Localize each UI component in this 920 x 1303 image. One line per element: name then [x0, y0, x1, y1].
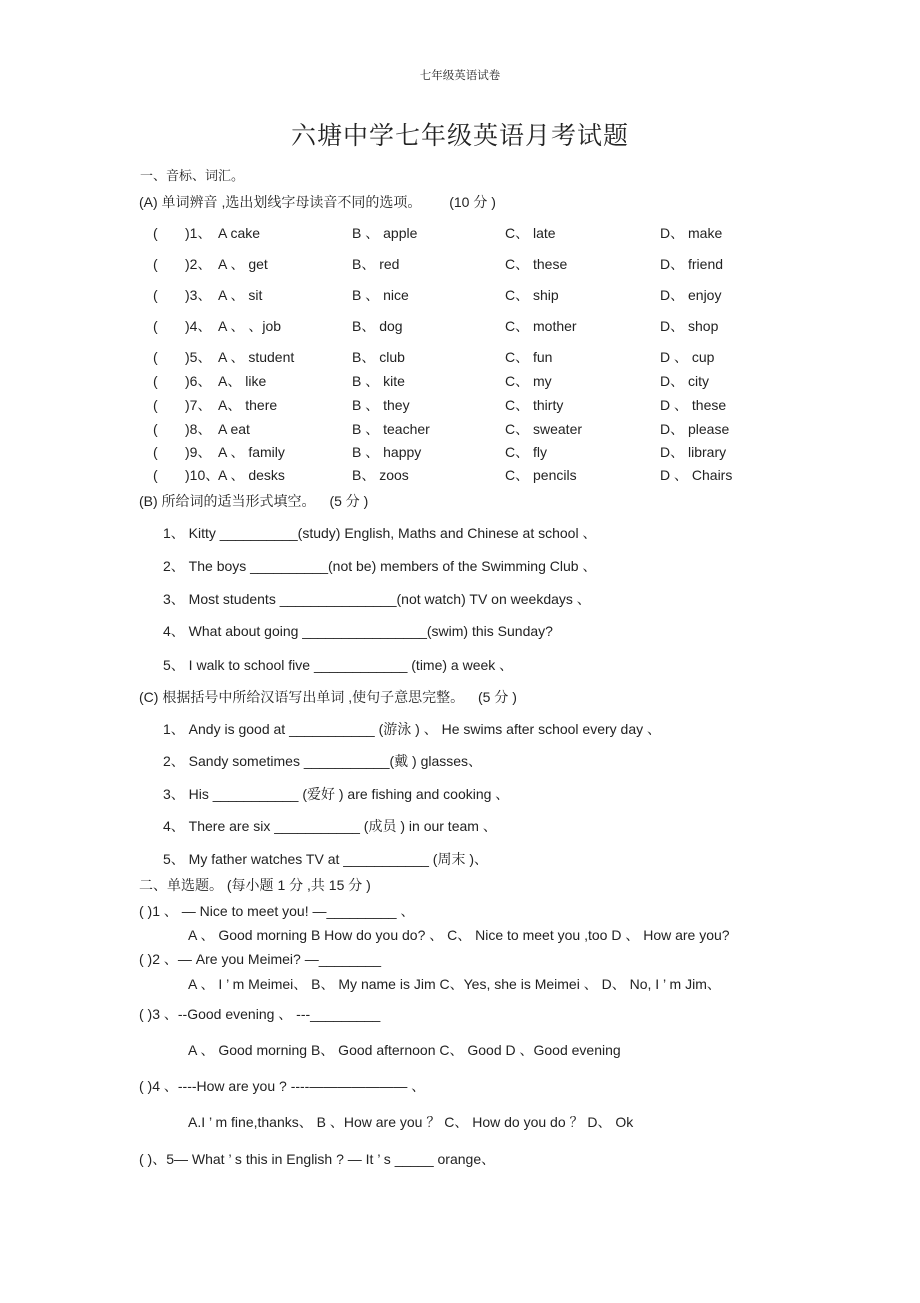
- option-a: A 、 get: [218, 256, 268, 272]
- option-b: B 、 nice: [352, 287, 409, 303]
- answer-paren: (: [153, 467, 158, 483]
- mc-question: ( )1 、 — Nice to meet you! —_________ 、: [139, 903, 415, 919]
- option-a: A 、 desks: [218, 467, 285, 483]
- fill-in-item: 4、 What about going ________________(swim) this Sunday?: [163, 623, 553, 639]
- option-d: D、 enjoy: [660, 287, 722, 303]
- option-c: C、 mother: [505, 318, 577, 334]
- part-a-instruction: (A) 单词辨音 ,选出划线字母读音不同的选项。: [139, 194, 422, 210]
- fill-in-item: 2、 The boys __________(not be) members of the Swimming Club 、: [163, 558, 597, 574]
- part-b-points: (5 分 ): [329, 493, 369, 509]
- part-a-points: (10 分 ): [449, 194, 496, 210]
- part-c-instruction: (C) 根据括号中所给汉语写出单词 ,使句子意思完整。: [139, 689, 465, 705]
- mc-options: A 、 Good morning B How do you do? 、 C、 Nice to meet you ,too D 、 How are you?: [188, 927, 730, 943]
- option-a: A 、 、job: [218, 318, 282, 334]
- option-a: A eat: [218, 421, 250, 437]
- page-header: 七年级英语试卷: [419, 68, 501, 82]
- option-b: B、 club: [352, 349, 405, 365]
- option-b: B 、 they: [352, 397, 410, 413]
- fill-in-item: 4、 There are six ___________ (成员 ) in our team 、: [163, 818, 497, 834]
- option-d: D、 city: [660, 373, 709, 389]
- option-d: D、 please: [660, 421, 730, 437]
- question-number: )7、: [185, 397, 212, 413]
- fill-in-item: 1、 Kitty __________(study) English, Maths and Chinese at school 、: [163, 525, 597, 541]
- option-b: B 、 happy: [352, 444, 422, 460]
- option-d: D、 friend: [660, 256, 724, 272]
- page-title: 六塘中学七年级英语月考试题: [290, 121, 629, 150]
- mc-question: ( )4 、----How are you ? ----——————— 、: [139, 1078, 426, 1094]
- fill-in-item: 1、 Andy is good at ___________ (游泳 ) 、 He swims after school every day 、: [163, 721, 662, 737]
- option-b: B、 zoos: [352, 467, 409, 483]
- question-number: )1、: [185, 225, 212, 241]
- option-d: D、 make: [660, 225, 723, 241]
- option-c: C、 these: [505, 256, 568, 272]
- question-number: )9、: [185, 444, 212, 460]
- part-c-title: [139, 688, 517, 706]
- answer-paren: (: [153, 349, 158, 365]
- part-c-points: (5 分 ): [478, 689, 517, 705]
- option-a: A、 there: [218, 397, 278, 413]
- option-a: A 、 sit: [218, 287, 263, 303]
- answer-paren: (: [153, 397, 158, 413]
- part-a-title: [139, 193, 496, 211]
- question-number: )4、: [185, 318, 212, 334]
- fill-in-item: 2、 Sandy sometimes ___________(戴 ) glasses、: [163, 753, 483, 769]
- answer-paren: (: [153, 421, 158, 437]
- option-d: D、 shop: [660, 318, 719, 334]
- mc-question: ( )、5— What ’ s this in English ? — It ’ s _____ orange、: [139, 1151, 496, 1167]
- option-c: C、 ship: [505, 287, 559, 303]
- option-b: B 、 kite: [352, 373, 405, 389]
- option-c: C、 late: [505, 225, 556, 241]
- option-b: B、 red: [352, 256, 400, 272]
- option-c: C、 pencils: [505, 467, 577, 483]
- fill-in-item: 3、 Most students _______________(not watch) TV on weekdays 、: [163, 591, 591, 607]
- answer-paren: (: [153, 318, 158, 334]
- section-2-title: 二、单选题。 (每小题 1 分 ,共 15 分 ): [139, 877, 371, 893]
- answer-paren: (: [153, 287, 158, 303]
- option-b: B、 dog: [352, 318, 403, 334]
- option-c: C、 my: [505, 373, 552, 389]
- part-b-instruction: (B) 所给词的适当形式填空。: [139, 493, 316, 509]
- answer-paren: (: [153, 444, 158, 460]
- mc-options: A 、 I ’ m Meimei、 B、 My name is Jim C、Yes, she is Meimei 、 D、 No, I ’ m Jim、: [188, 976, 721, 992]
- fill-in-item: 5、 My father watches TV at ___________ (周末 )、: [163, 851, 489, 867]
- answer-paren: (: [153, 373, 158, 389]
- mc-question: ( )2 、— Are you Meimei? —________: [139, 951, 381, 967]
- section-1-title: 一、音标、词汇。: [140, 169, 245, 184]
- option-d: D 、 Chairs: [660, 467, 733, 483]
- part-b-title: [139, 492, 368, 510]
- option-d: D 、 these: [660, 397, 727, 413]
- mc-options: A.I ’ m fine,thanks、 B 、How are you ？ C、 How do you do ？ D、 Ok: [188, 1114, 634, 1130]
- option-a: A 、 family: [218, 444, 285, 460]
- fill-in-item: 3、 His ___________ (爱好 ) are fishing and cooking 、: [163, 786, 510, 802]
- question-number: )8、: [185, 421, 212, 437]
- question-number: )3、: [185, 287, 212, 303]
- fill-in-item: 5、 I walk to school five ____________ (time) a week 、: [163, 657, 514, 673]
- question-number: )10、: [185, 467, 220, 483]
- option-a: A、 like: [218, 373, 267, 389]
- option-c: C、 sweater: [505, 421, 583, 437]
- option-c: C、 fun: [505, 349, 553, 365]
- answer-paren: (: [153, 225, 158, 241]
- option-b: B 、 teacher: [352, 421, 430, 437]
- option-a: A 、 student: [218, 349, 295, 365]
- question-number: )5、: [185, 349, 212, 365]
- mc-question: ( )3 、--Good evening 、 ---_________: [139, 1006, 381, 1022]
- mc-options: A 、 Good morning B、 Good afternoon C、 Good D 、Good evening: [188, 1042, 621, 1058]
- option-d: D、 library: [660, 444, 727, 460]
- option-d: D 、 cup: [660, 349, 715, 365]
- option-c: C、 thirty: [505, 397, 564, 413]
- question-number: )6、: [185, 373, 212, 389]
- question-number: )2、: [185, 256, 212, 272]
- answer-paren: (: [153, 256, 158, 272]
- option-a: A cake: [218, 225, 261, 241]
- option-c: C、 fly: [505, 444, 547, 460]
- option-b: B 、 apple: [352, 225, 418, 241]
